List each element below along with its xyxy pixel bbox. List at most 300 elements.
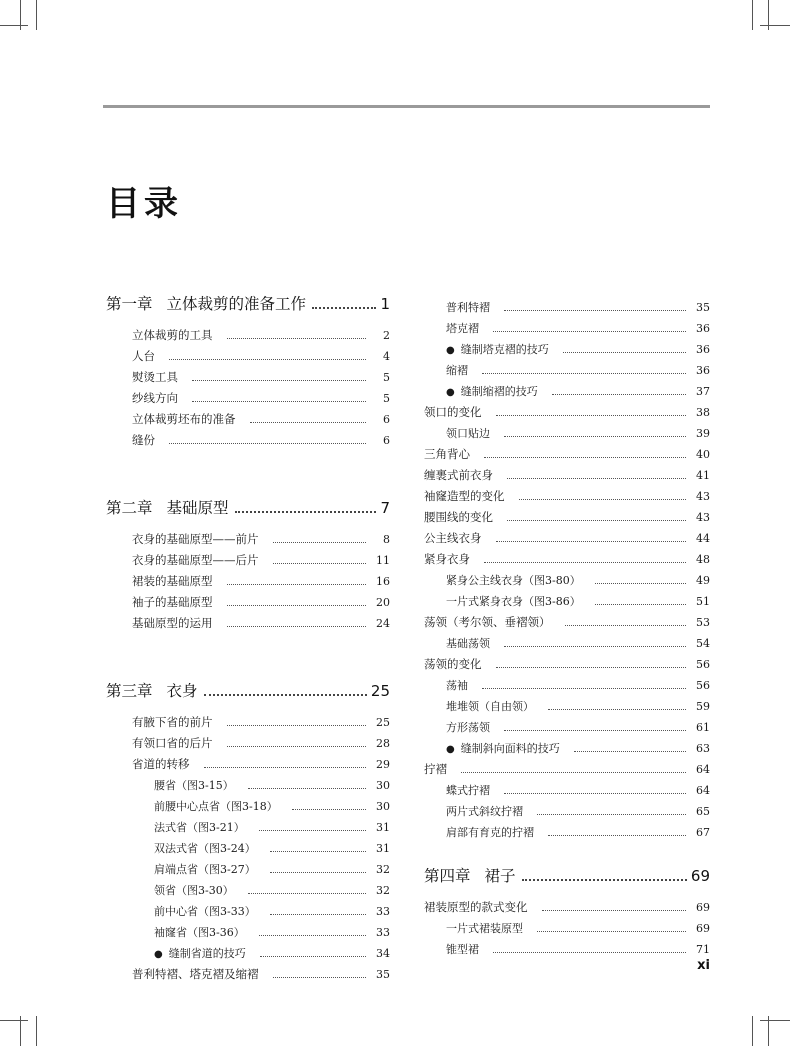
toc-entry[interactable] <box>106 712 390 733</box>
dot-leader <box>493 952 686 953</box>
entry-page: 43 <box>696 511 710 524</box>
toc-entry[interactable] <box>106 367 390 388</box>
toc-entry[interactable] <box>106 571 390 592</box>
entry-text: 法式省（图3-21） <box>154 821 245 834</box>
entry-title <box>446 318 479 339</box>
entry-text: 荡领（考尔领、垂褶领） <box>424 615 551 629</box>
dot-leader <box>504 646 686 647</box>
dot-leader <box>493 331 686 332</box>
entry-text: 缩褶 <box>446 364 468 377</box>
entry-title <box>446 339 549 361</box>
entry-title <box>154 859 256 880</box>
entry-page: 4 <box>383 350 390 363</box>
entry-text: 袖窿省（图3-36） <box>154 926 245 939</box>
entry-text: 蝶式拧褶 <box>446 784 490 797</box>
entry-page: 30 <box>376 779 390 792</box>
entry-page: 24 <box>376 617 390 630</box>
entry-title <box>154 922 245 943</box>
entry-page: 5 <box>383 392 390 405</box>
dot-leader <box>537 814 686 815</box>
entry-text: 两片式斜纹拧褶 <box>446 805 523 818</box>
toc-entry[interactable] <box>424 939 710 960</box>
toc-chapter[interactable] <box>106 291 390 317</box>
dot-leader <box>260 956 366 957</box>
entry-text: 肩部有育克的拧褶 <box>446 826 534 839</box>
entry-title <box>424 402 482 423</box>
dot-leader <box>522 879 687 881</box>
toc-entry[interactable] <box>106 613 390 634</box>
entry-page: 2 <box>383 329 390 342</box>
entry-title <box>446 939 479 960</box>
page-number: xi <box>697 958 710 973</box>
entry-page: 36 <box>696 322 710 335</box>
entry-title <box>132 754 190 775</box>
dot-leader <box>504 436 686 437</box>
dot-leader <box>250 422 367 423</box>
entry-text: 基础原型的运用 <box>132 616 213 630</box>
dot-leader <box>204 767 367 768</box>
toc-entry[interactable] <box>424 897 710 918</box>
dot-leader <box>595 583 686 584</box>
toc-entry[interactable] <box>106 922 390 943</box>
entry-text: 三角背心 <box>424 447 470 461</box>
entry-title <box>446 591 581 612</box>
entry-title <box>132 613 213 634</box>
entry-page: 8 <box>383 533 390 546</box>
entry-page: 64 <box>696 784 710 797</box>
chapter-page: 69 <box>690 867 710 885</box>
entry-page: 32 <box>376 884 390 897</box>
entry-page: 53 <box>696 616 710 629</box>
entry-text: 缝制省道的技巧 <box>168 947 246 960</box>
toc-entry[interactable] <box>424 570 710 591</box>
dot-leader <box>552 394 686 395</box>
toc-entry[interactable] <box>424 444 710 465</box>
entry-page: 48 <box>696 553 710 566</box>
dot-leader <box>565 625 687 626</box>
toc-entry[interactable] <box>106 943 390 964</box>
dot-leader <box>496 667 687 668</box>
toc-entry[interactable] <box>106 733 390 754</box>
toc-entry[interactable] <box>106 796 390 817</box>
dot-leader <box>227 584 367 585</box>
spacer <box>424 889 710 897</box>
toc-entry[interactable] <box>424 528 710 549</box>
crop-mark <box>0 25 28 26</box>
entry-title <box>424 549 470 570</box>
entry-title <box>154 775 234 796</box>
dot-leader <box>595 604 686 605</box>
dot-leader <box>461 772 686 773</box>
entry-page: 35 <box>376 968 390 981</box>
bullet-icon: ● <box>446 345 455 356</box>
entry-title <box>446 780 490 801</box>
toc-entry[interactable] <box>424 780 710 801</box>
entry-page: 71 <box>696 943 710 956</box>
crop-mark <box>36 1016 37 1046</box>
entry-text: 缝份 <box>132 433 155 447</box>
dot-leader <box>574 751 686 752</box>
entry-page: 54 <box>696 637 710 650</box>
entry-title <box>446 717 490 738</box>
chapter-page: 7 <box>380 499 390 517</box>
chapter-name: 基础原型 <box>166 499 229 517</box>
entry-title <box>446 570 581 591</box>
toc-entry[interactable] <box>106 817 390 838</box>
toc-entry[interactable] <box>106 430 390 451</box>
entry-text: 袖窿造型的变化 <box>424 489 505 503</box>
chapter-name: 裙子 <box>484 867 516 885</box>
entry-text: 肩端点省（图3-27） <box>154 863 256 876</box>
chapter-title <box>106 291 306 317</box>
toc-entry[interactable] <box>424 801 710 822</box>
entry-title <box>132 367 178 388</box>
dot-leader <box>227 746 367 747</box>
chapter-name: 衣身 <box>166 682 198 700</box>
dot-leader <box>270 872 366 873</box>
page-title: 目录 <box>106 184 182 224</box>
entry-text: 人台 <box>132 349 155 363</box>
entry-text: 缝制缩褶的技巧 <box>460 385 538 398</box>
chapter-page: 25 <box>370 682 390 700</box>
toc-entry[interactable] <box>106 550 390 571</box>
entry-text: 腰省（图3-15） <box>154 779 234 792</box>
entry-text: 立体裁剪的工具 <box>132 328 213 342</box>
dot-leader <box>484 457 686 458</box>
entry-text: 领口的变化 <box>424 405 482 419</box>
chapter-number: 第四章 <box>424 867 471 885</box>
entry-text: 领省（图3-30） <box>154 884 234 897</box>
entry-page: 51 <box>696 595 710 608</box>
entry-text: 塔克褶 <box>446 322 479 335</box>
entry-text: 普利特褶、塔克褶及缩褶 <box>132 967 259 981</box>
entry-page: 49 <box>696 574 710 587</box>
entry-text: 裙装原型的款式变化 <box>424 900 528 914</box>
entry-text: 衣身的基础原型——前片 <box>132 532 259 546</box>
entry-text: 衣身的基础原型——后片 <box>132 553 259 567</box>
crop-mark <box>760 25 790 26</box>
entry-page: 61 <box>696 721 710 734</box>
entry-page: 37 <box>696 385 710 398</box>
entry-title <box>446 381 538 403</box>
entry-text: 荡领的变化 <box>424 657 482 671</box>
toc-entry[interactable] <box>106 775 390 796</box>
toc-entry[interactable] <box>424 591 710 612</box>
entry-text: 堆堆领（自由领） <box>446 700 534 713</box>
entry-title <box>446 801 523 822</box>
entry-page: 38 <box>696 406 710 419</box>
dot-leader <box>192 401 366 402</box>
entry-page: 41 <box>696 469 710 482</box>
chapter-number: 第二章 <box>106 499 153 517</box>
dot-leader <box>192 380 366 381</box>
entry-text: 缝制塔克褶的技巧 <box>460 343 549 356</box>
bullet-icon: ● <box>446 744 455 755</box>
toc-entry[interactable] <box>106 964 390 985</box>
spacer <box>106 317 390 325</box>
toc-entry[interactable] <box>424 822 710 843</box>
entry-page: 65 <box>696 805 710 818</box>
entry-title <box>132 346 155 367</box>
toc-entry[interactable] <box>106 388 390 409</box>
entry-text: 基础荡领 <box>446 637 490 650</box>
entry-page: 67 <box>696 826 710 839</box>
bullet-icon: ● <box>154 949 163 960</box>
entry-page: 5 <box>383 371 390 384</box>
entry-text: 有领口省的后片 <box>132 736 213 750</box>
toc-entry[interactable] <box>424 402 710 423</box>
crop-mark <box>0 1020 28 1021</box>
dot-leader <box>482 688 686 689</box>
entry-text: 腰围线的变化 <box>424 510 493 524</box>
toc-entry[interactable] <box>106 754 390 775</box>
entry-title <box>154 817 245 838</box>
entry-page: 16 <box>376 575 390 588</box>
entry-page: 35 <box>696 301 710 314</box>
dot-leader <box>235 511 377 513</box>
dot-leader <box>227 725 367 726</box>
spacer <box>106 634 390 678</box>
entry-page: 36 <box>696 364 710 377</box>
entry-text: 紧身公主线衣身（图3-80） <box>446 574 581 587</box>
entry-page: 6 <box>383 413 390 426</box>
entry-text: 有腋下省的前片 <box>132 715 213 729</box>
entry-page: 33 <box>376 905 390 918</box>
entry-page: 6 <box>383 434 390 447</box>
entry-text: 拧褶 <box>424 762 447 776</box>
toc-entry[interactable] <box>106 346 390 367</box>
entry-text: 公主线衣身 <box>424 531 482 545</box>
entry-text: 方形荡领 <box>446 721 490 734</box>
entry-page: 11 <box>376 554 390 567</box>
entry-title <box>132 964 259 985</box>
entry-title <box>132 388 178 409</box>
entry-text: 双法式省（图3-24） <box>154 842 256 855</box>
dot-leader <box>273 977 367 978</box>
entry-title <box>446 633 490 654</box>
entry-title <box>132 325 213 346</box>
chapter-title <box>106 495 229 521</box>
dot-leader <box>204 694 367 696</box>
entry-page: 63 <box>696 742 710 755</box>
toc-entry[interactable] <box>106 880 390 901</box>
chapter-title <box>106 678 198 704</box>
entry-page: 31 <box>376 821 390 834</box>
dot-leader <box>548 709 686 710</box>
dot-leader <box>227 338 367 339</box>
entry-text: 锥型裙 <box>446 943 479 956</box>
spacer <box>106 704 390 712</box>
toc-entry[interactable] <box>424 465 710 486</box>
dot-leader <box>259 935 366 936</box>
dot-leader <box>542 910 687 911</box>
dot-leader <box>484 562 686 563</box>
toc-left-column <box>106 291 390 985</box>
toc-entry[interactable] <box>424 507 710 528</box>
toc-chapter[interactable] <box>106 678 390 704</box>
entry-text: 纱线方向 <box>132 391 178 405</box>
chapter-number: 第三章 <box>106 682 153 700</box>
toc-entry[interactable] <box>424 717 710 738</box>
crop-mark <box>752 1016 753 1046</box>
entry-title <box>446 423 490 444</box>
header-rule <box>103 105 710 108</box>
entry-title <box>446 918 523 939</box>
entry-page: 32 <box>376 863 390 876</box>
toc-entry[interactable] <box>424 486 710 507</box>
toc-chapter[interactable] <box>106 495 390 521</box>
spacer <box>106 521 390 529</box>
toc-chapter[interactable] <box>424 863 710 889</box>
spacer <box>424 843 710 863</box>
entry-text: 裙装的基础原型 <box>132 574 213 588</box>
crop-mark <box>760 1020 790 1021</box>
entry-page: 20 <box>376 596 390 609</box>
toc-entry[interactable] <box>106 529 390 550</box>
entry-title <box>132 409 236 430</box>
entry-page: 69 <box>696 922 710 935</box>
entry-title <box>446 297 490 318</box>
dot-leader <box>169 359 366 360</box>
entry-title <box>154 838 256 859</box>
toc-entry[interactable] <box>106 325 390 346</box>
entry-text: 前中心省（图3-33） <box>154 905 256 918</box>
entry-text: 普利特褶 <box>446 301 490 314</box>
chapter-page: 1 <box>380 295 390 313</box>
entry-page: 29 <box>376 758 390 771</box>
dot-leader <box>519 499 687 500</box>
dot-leader <box>507 520 686 521</box>
entry-title <box>154 880 234 901</box>
entry-text: 紧身衣身 <box>424 552 470 566</box>
toc-entry[interactable] <box>424 654 710 675</box>
toc-entry[interactable] <box>424 549 710 570</box>
dot-leader <box>504 730 686 731</box>
entry-title <box>424 528 482 549</box>
dot-leader <box>504 793 686 794</box>
entry-title <box>424 612 551 633</box>
entry-text: 前腰中心点省（图3-18） <box>154 800 278 813</box>
dot-leader <box>563 352 686 353</box>
entry-page: 43 <box>696 490 710 503</box>
entry-text: 立体裁剪坯布的准备 <box>132 412 236 426</box>
entry-title <box>154 901 256 922</box>
entry-title <box>424 507 493 528</box>
entry-title <box>132 733 213 754</box>
dot-leader <box>270 914 366 915</box>
crop-mark <box>36 0 37 30</box>
dot-leader <box>482 373 686 374</box>
dot-leader <box>292 809 366 810</box>
dot-leader <box>537 931 686 932</box>
entry-page: 69 <box>696 901 710 914</box>
entry-page: 28 <box>376 737 390 750</box>
entry-text: 缠裹式前衣身 <box>424 468 493 482</box>
entry-title <box>132 550 259 571</box>
toc-entry[interactable] <box>106 838 390 859</box>
dot-leader <box>548 835 686 836</box>
entry-title <box>424 897 528 918</box>
dot-leader <box>496 541 687 542</box>
toc-entry[interactable] <box>424 738 710 759</box>
entry-text: 缝制斜向面料的技巧 <box>460 742 560 755</box>
entry-page: 30 <box>376 800 390 813</box>
entry-page: 64 <box>696 763 710 776</box>
toc-entry[interactable] <box>106 592 390 613</box>
entry-text: 一片式紧身衣身（图3-86） <box>446 595 581 608</box>
toc-entry[interactable] <box>106 409 390 430</box>
toc-entry[interactable] <box>424 759 710 780</box>
dot-leader <box>227 605 367 606</box>
entry-text: 一片式裙装原型 <box>446 922 523 935</box>
dot-leader <box>259 830 366 831</box>
dot-leader <box>169 443 366 444</box>
entry-page: 31 <box>376 842 390 855</box>
entry-title <box>446 696 534 717</box>
entry-title <box>446 822 534 843</box>
toc-entry[interactable] <box>106 901 390 922</box>
entry-title <box>446 360 468 381</box>
toc-right-column <box>424 297 710 960</box>
toc-entry[interactable] <box>106 859 390 880</box>
chapter-number: 第一章 <box>106 295 153 313</box>
spacer <box>106 451 390 495</box>
entry-page: 39 <box>696 427 710 440</box>
entry-title <box>132 592 213 613</box>
toc-entry[interactable] <box>424 381 710 402</box>
entry-title <box>446 675 468 696</box>
bullet-icon: ● <box>446 387 455 398</box>
entry-text: 省道的转移 <box>132 757 190 771</box>
entry-title <box>132 712 213 733</box>
entry-page: 34 <box>376 947 390 960</box>
entry-title <box>154 796 278 817</box>
entry-title <box>424 486 505 507</box>
toc-entry[interactable] <box>424 675 710 696</box>
entry-title <box>132 529 259 550</box>
dot-leader <box>270 851 366 852</box>
dot-leader <box>312 307 376 309</box>
dot-leader <box>273 563 367 564</box>
toc-entry[interactable] <box>424 633 710 654</box>
toc-entry[interactable] <box>424 918 710 939</box>
entry-title <box>424 759 447 780</box>
toc-entry[interactable] <box>424 339 710 360</box>
chapter-name: 立体裁剪的准备工作 <box>166 295 307 313</box>
toc-entry[interactable] <box>424 297 710 318</box>
entry-text: 荡袖 <box>446 679 468 692</box>
entry-text: 袖子的基础原型 <box>132 595 213 609</box>
entry-title <box>154 943 246 965</box>
toc-entry[interactable] <box>424 318 710 339</box>
entry-page: 25 <box>376 716 390 729</box>
toc-entry[interactable] <box>424 696 710 717</box>
entry-title <box>424 654 482 675</box>
entry-title <box>132 430 155 451</box>
entry-title <box>132 571 213 592</box>
dot-leader <box>248 893 366 894</box>
dot-leader <box>496 415 687 416</box>
entry-page: 36 <box>696 343 710 356</box>
toc-entry[interactable] <box>424 423 710 444</box>
dot-leader <box>227 626 367 627</box>
toc-entry[interactable] <box>424 360 710 381</box>
toc-entry[interactable] <box>424 612 710 633</box>
entry-page: 40 <box>696 448 710 461</box>
entry-page: 59 <box>696 700 710 713</box>
entry-text: 领口贴边 <box>446 427 490 440</box>
entry-title <box>424 465 493 486</box>
